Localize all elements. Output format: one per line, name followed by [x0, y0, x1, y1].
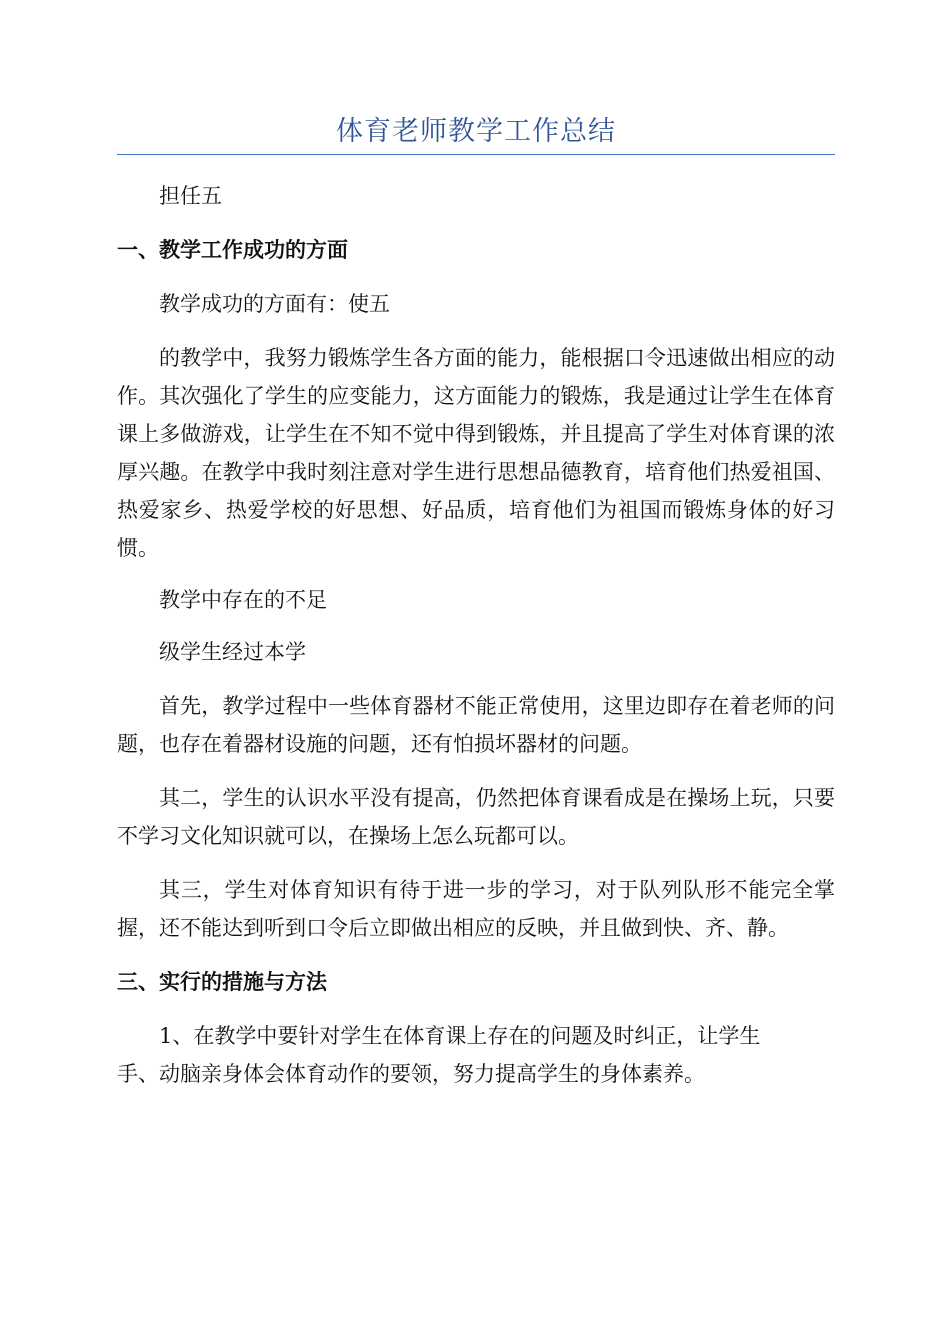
paragraph-9-line-2: 手、动脑亲身体会体育动作的要领，努力提高学生的身体素养。	[117, 1062, 705, 1086]
document-page	[117, 112, 835, 1093]
paragraph-9	[117, 1017, 835, 1093]
paragraph-7: 其二，学生的认识水平没有提高，仍然把体育课看成是在操场上玩，只要不学习文化知识就可以，在操场上怎么玩都可以。	[117, 786, 835, 848]
document-title: 体育老师教学工作总结	[117, 112, 835, 155]
section-heading-1: 一、教学工作成功的方面	[117, 237, 348, 262]
paragraph-4: 教学中存在的不足	[159, 588, 327, 612]
paragraph-8: 其三，学生对体育知识有待于进一步的学习，对于队列队形不能完全掌握，还不能达到听到口令后立即做出相应的反映，并且做到快、齐、静。	[117, 878, 835, 940]
paragraph-3: 的教学中，我努力锻炼学生各方面的能力，能根据口令迅速做出相应的动作。其次强化了学生的应变能力，这方面能力的锻炼，我是通过让学生在体育课上多做游戏，让学生在不知不觉中得到锻炼，并且提高了学生对体育课的浓厚兴趣。在教学中我时刻注意对学生进行思想品德教育，培育他们热爱祖国、热爱家乡、热爱学校的好思想、好品质，培育他们为祖国而锻炼身体的好习惯。	[117, 346, 835, 560]
paragraph-9-line-1: 1、在教学中要针对学生在体育课上存在的问题及时纠正，让学生	[159, 1024, 761, 1048]
paragraph-6: 首先，教学过程中一些体育器材不能正常使用，这里边即存在着老师的问题，也存在着器材设施的问题，还有怕损坏器材的问题。	[117, 694, 835, 756]
paragraph-5: 级学生经过本学	[159, 640, 306, 664]
paragraph-1: 担任五	[159, 184, 222, 208]
paragraph-2: 教学成功的方面有：使五	[159, 292, 390, 316]
section-heading-3: 三、实行的措施与方法	[117, 969, 327, 994]
